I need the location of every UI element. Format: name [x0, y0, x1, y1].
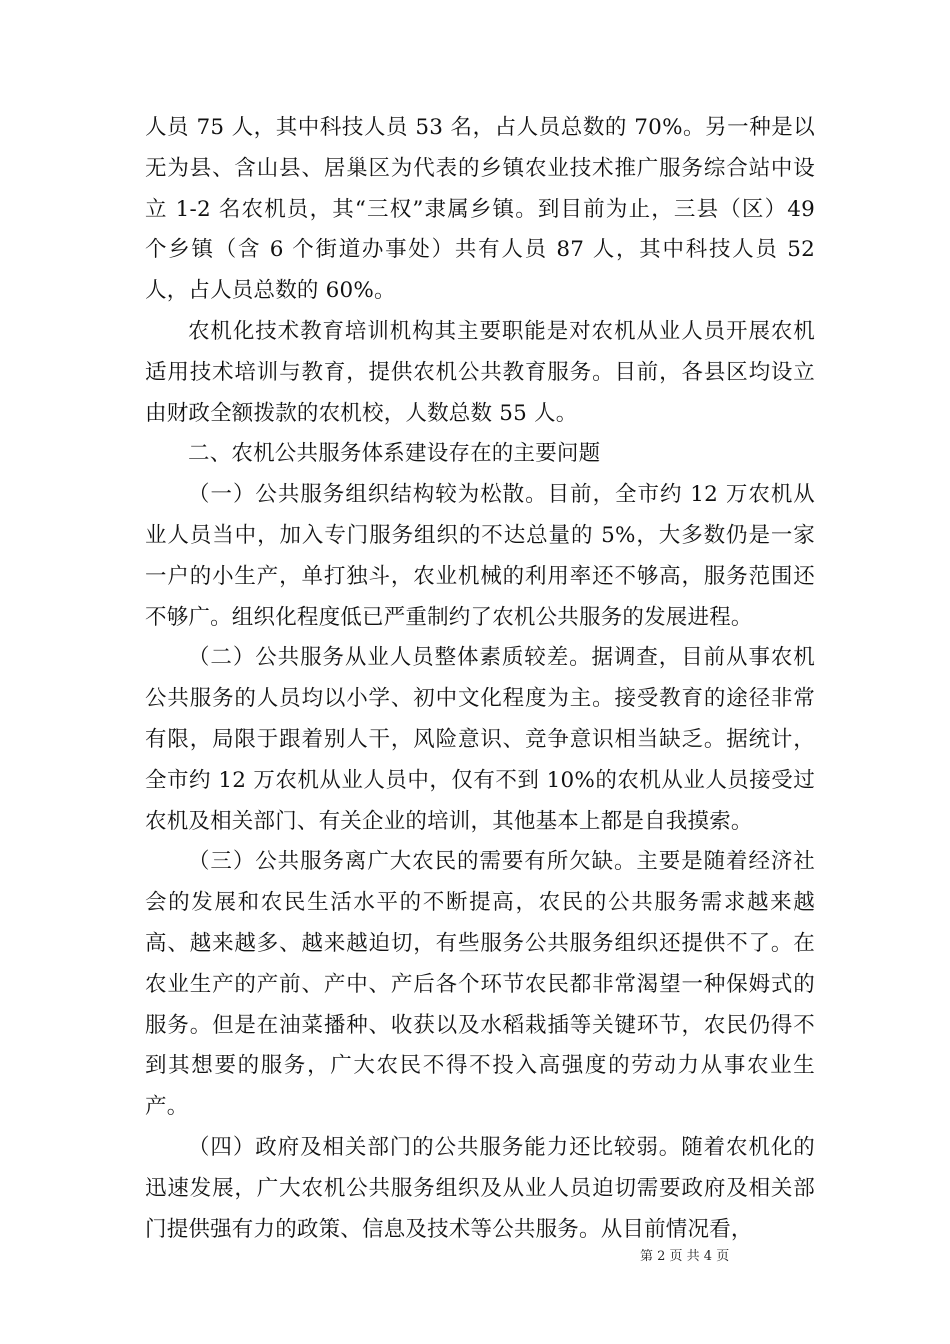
paragraph-issue-2: （二）公共服务从业人员整体素质较差。据调查，目前从事农机公共服务的人员均以小学、初中文化程度为主。接受教育的途径非常有限，局限于跟着别人干，风险意识、竞争意识相当缺乏。据统计，全市约 12 万农机从业人员中，仅有不到 10%的农机从业人员接受过农机及相关部门、有关企业的培训，其他基本上都是自我摸索。: [145, 645, 815, 834]
section-heading: 二、农机公共服务体系建设存在的主要问题: [188, 441, 601, 467]
paragraph-issue-1: （一）公共服务组织结构较为松散。目前，全市约 12 万农机从业人员当中，加入专门服务组织的不达总量的 5%，大多数仍是一家一户的小生产，单打独斗，农业机械的利用率还不够高，服务范围还不够广。组织化程度低已严重制约了农机公共服务的发展进程。: [145, 482, 815, 630]
paragraph-issue-4: （四）政府及相关部门的公共服务能力还比较弱。随着农机化的迅速发展，广大农机公共服务组织及从业人员迫切需要政府及相关部门提供强有力的政策、信息及技术等公共服务。从目前情况看，: [145, 1134, 815, 1242]
paragraph-issue-3: （三）公共服务离广大农民的需要有所欠缺。主要是随着经济社会的发展和农民生活水平的不断提高，农民的公共服务需求越来越高、越来越多、越来越迫切，有些服务公共服务组织还提供不了。在农业生产的产前、产中、产后各个环节农民都非常渴望一种保姆式的服务。但是在油菜播种、收获以及水稻栽插等关键环节，农民仍得不到其想要的服务，广大农民不得不投入高强度的劳动力从事农业生产。: [145, 849, 815, 1120]
document-body: [145, 108, 815, 1250]
page-number-footer: 第 2 页 共 4 页: [640, 1249, 730, 1264]
paragraph-2: 农机化技术教育培训机构其主要职能是对农机从业人员开展农机适用技术培训与教育，提供农机公共教育服务。目前，各县区均设立由财政全额拨款的农机校，人数总数 55 人。: [145, 318, 815, 426]
paragraph-1: 人员 75 人，其中科技人员 53 名，占人员总数的 70%。另一种是以无为县、含山县、居巢区为代表的乡镇农业技术推广服务综合站中设立 1-2 名农机员，其“三权”隶属乡镇。到目前为止，三县（区）49 个乡镇（含 6 个街道办事处）共有人员 87 人，其中科技人员 52 人，占人员总数的 60%。: [145, 115, 815, 304]
